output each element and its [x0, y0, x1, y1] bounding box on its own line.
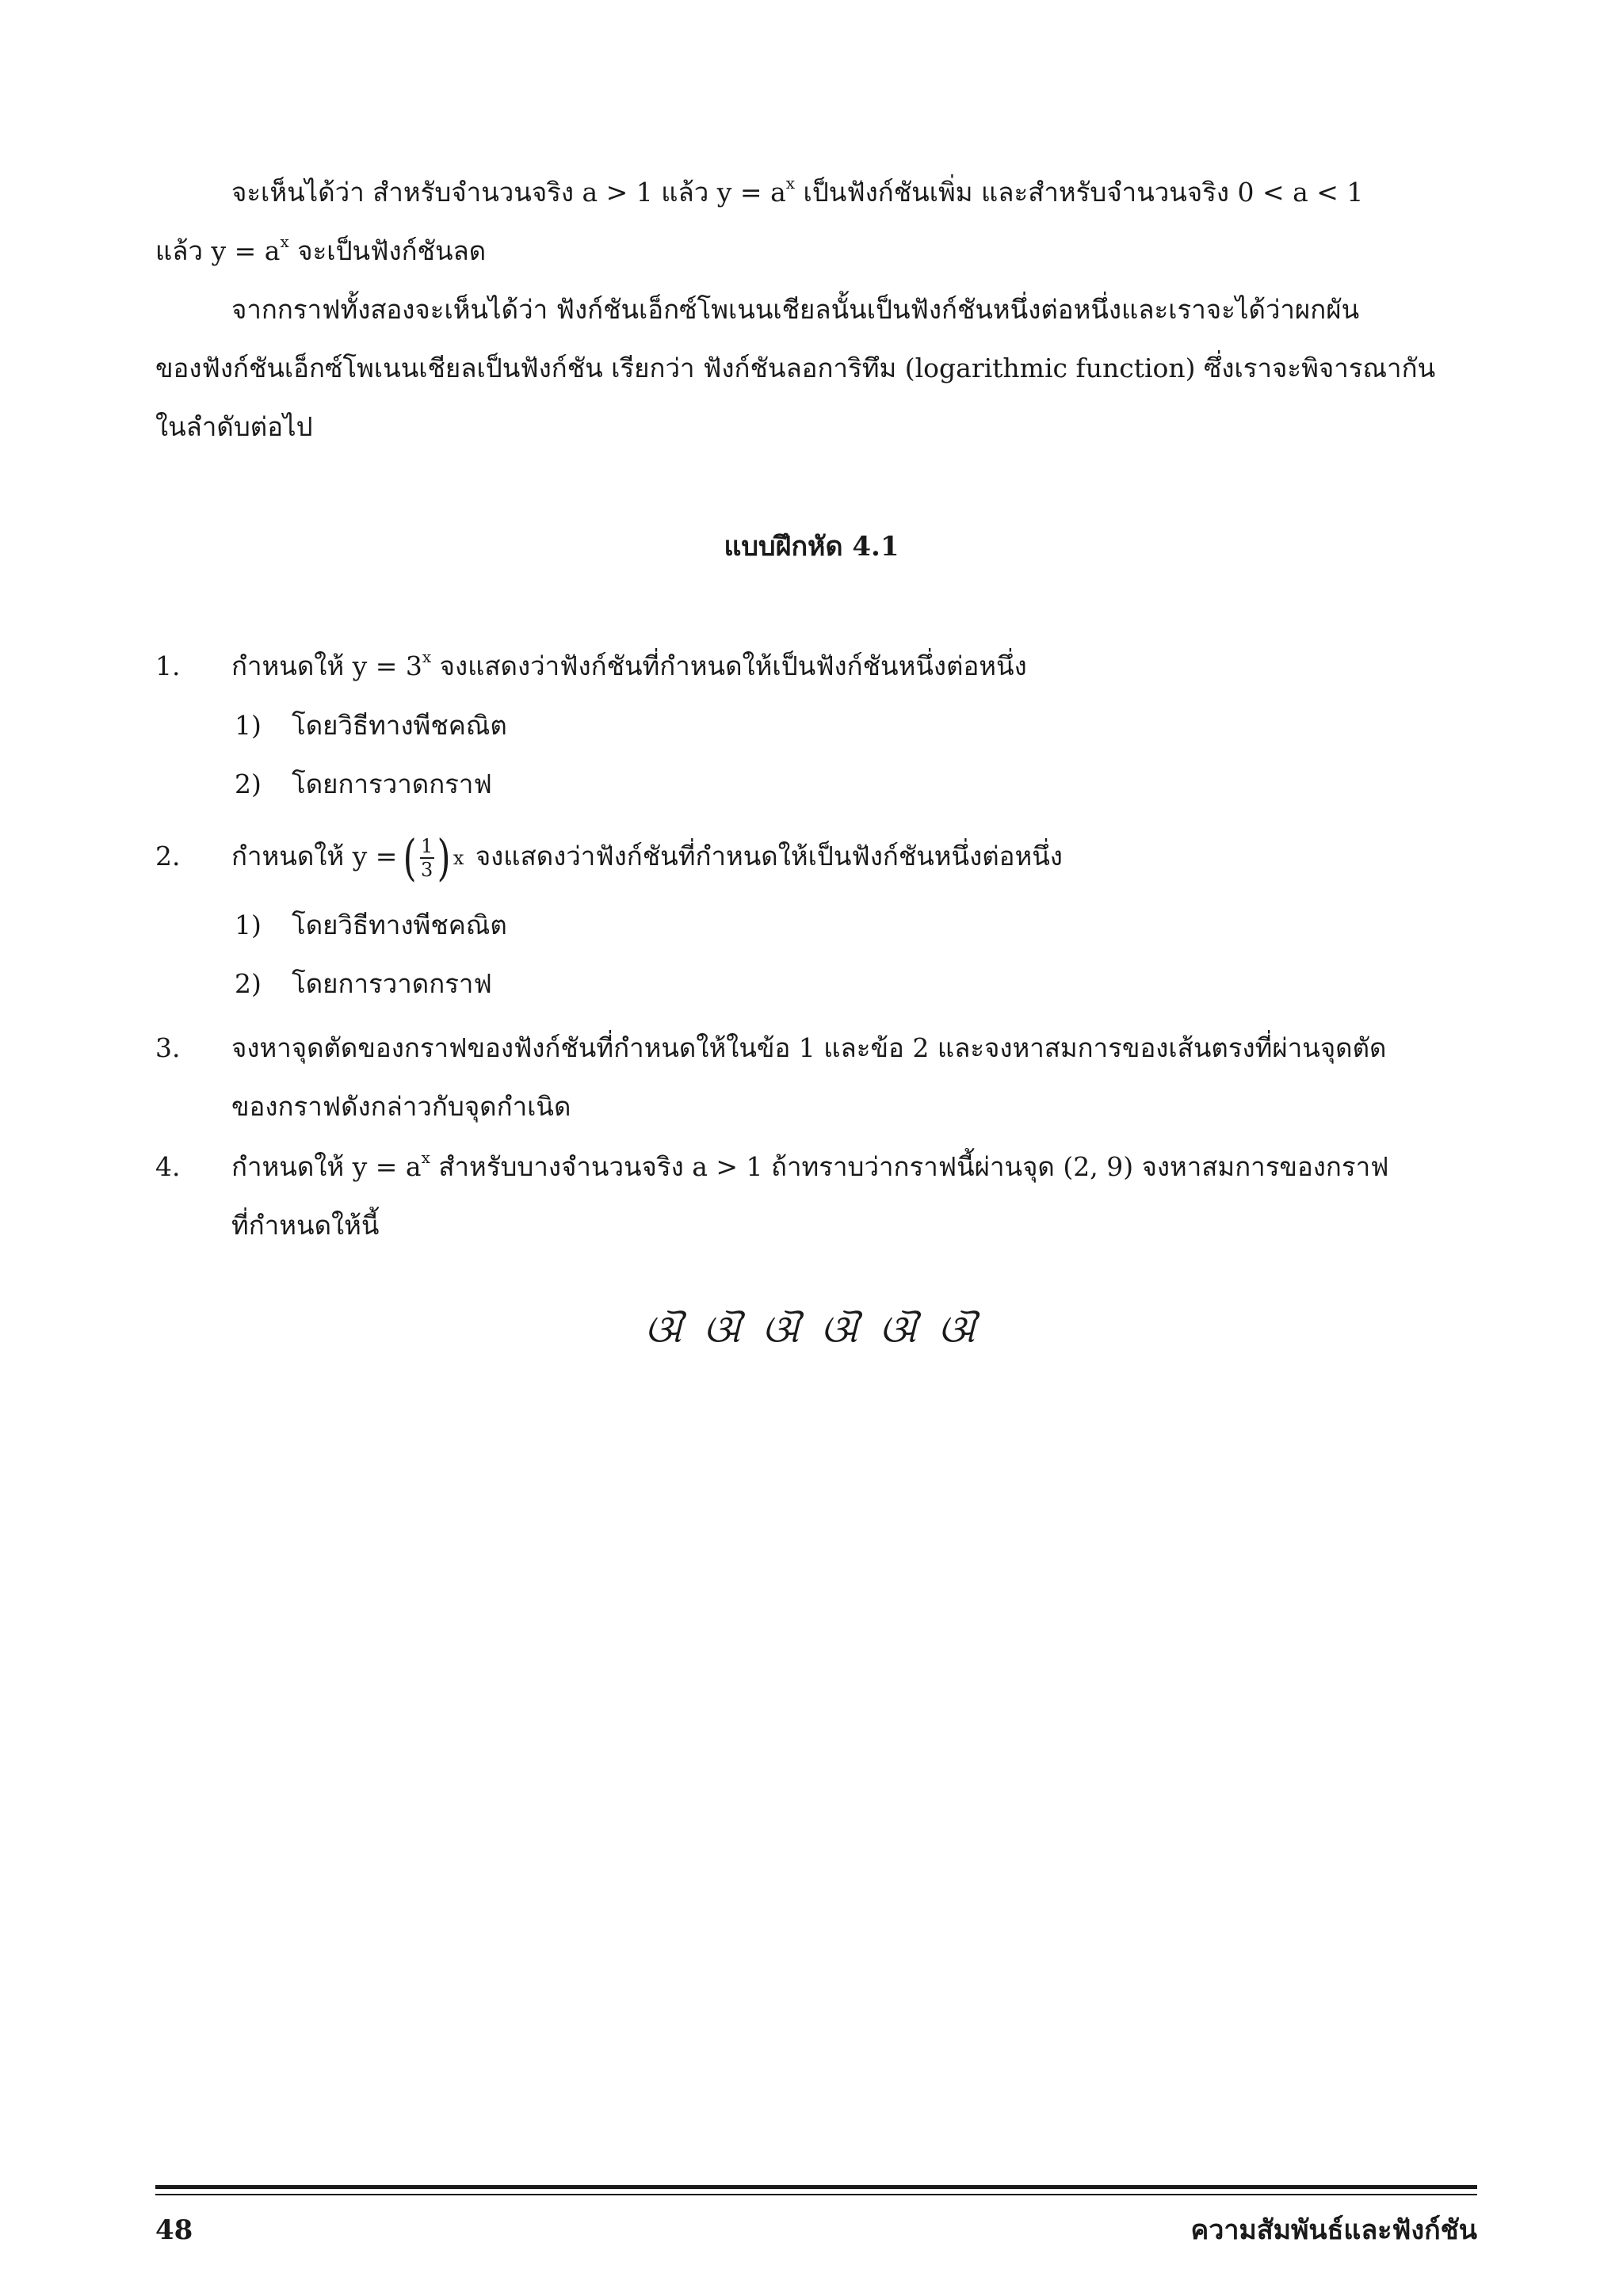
question-4-line-2: ที่กำหนดให้นี้ — [231, 1210, 380, 1241]
question-3-line-2: ของกราฟดังกล่าวกับจุดกำเนิด — [231, 1091, 571, 1122]
fraction-numerator: 1 — [420, 835, 433, 857]
question-4-text — [231, 1138, 1477, 1255]
p1-line1-text-a: จะเห็นได้ว่า สำหรับจำนวนจริง a > 1 แล้ว y = a — [231, 177, 786, 208]
question-2-sub-1-number: 1) — [235, 910, 262, 940]
page-number: 48 — [155, 2214, 193, 2246]
question-1-sub-2 — [235, 761, 492, 808]
question-2-fraction: ( $\frac{1}{3}$ ) x — [403, 829, 464, 887]
question-3-number: 3. — [155, 1032, 181, 1063]
ornament-divider — [0, 1307, 1623, 1352]
p2-line3: ในลำดับต่อไป — [155, 411, 313, 442]
question-1-number: 1. — [155, 650, 181, 681]
question-2-sub-1 — [235, 902, 507, 949]
p2-line2: ของฟังก์ชันเอ็กซ์โพเนนเชียลเป็นฟังก์ชัน เรียกว่า ฟังก์ชันลอการิทึม (logarithmic function) ซึ่งเราจะพิจารณากัน — [155, 353, 1436, 383]
footer-rule-thick — [155, 2185, 1477, 2189]
question-1-exponent: x — [422, 647, 432, 666]
ornament-glyph: ଔ — [880, 1307, 920, 1352]
question-2-sub-2-number: 2) — [235, 968, 262, 999]
ornament-glyph: ଔ — [762, 1307, 802, 1352]
exercise-heading: แบบฝึกหัด 4.1 — [724, 531, 899, 563]
fraction-denominator: 3 — [420, 859, 433, 881]
question-1-sub-1 — [235, 702, 507, 749]
paragraph-2 — [155, 280, 1474, 456]
ornament-glyph: ଔ — [703, 1307, 743, 1352]
footer-rule-thin — [155, 2194, 1477, 2195]
question-1-text-a: กำหนดให้ y = 3 — [231, 650, 422, 681]
question-4-number: 4. — [155, 1151, 181, 1182]
question-4-line-1-b: สำหรับบางจำนวนจริง a > 1 ถ้าทราบว่ากราฟนี้ผ่านจุด (2, 9) จงหาสมการของกราฟ — [430, 1151, 1389, 1182]
p1-line2-exponent: x — [280, 232, 289, 251]
ornament-glyph: ଔ — [821, 1307, 861, 1352]
ornament-glyph: ଔ — [644, 1307, 685, 1352]
question-2-sub-2-text: โดยการวาดกราฟ — [292, 968, 492, 999]
p1-line1-exponent: x — [785, 174, 796, 193]
question-4-exponent: x — [421, 1148, 430, 1167]
question-3 — [155, 1019, 1477, 1138]
question-1-text-b: จงแสดงว่าฟังก์ชันที่กำหนดให้เป็นฟังก์ชันหนึ่งต่อหนึ่ง — [431, 650, 1027, 681]
p1-line2-text-b: จะเป็นฟังก์ชันลด — [288, 235, 487, 266]
ornament-glyph: ଔ — [938, 1307, 979, 1352]
question-2-text-b: จงแสดงว่าฟังก์ชันที่กำหนดให้เป็นฟังก์ชันหนึ่งต่อหนึ่ง — [467, 841, 1063, 871]
footer-title: ความสัมพันธ์และฟังก์ชัน — [1190, 2214, 1477, 2246]
question-2-text — [231, 827, 1477, 886]
question-2-sub-2 — [235, 960, 492, 1008]
question-2-text-a: กำหนดให้ y = — [231, 841, 398, 871]
p1-line1-text-b: เป็นฟังก์ชันเพิ่ม และสำหรับจำนวนจริง 0 < a < 1 — [795, 177, 1364, 208]
question-1-sub-2-text: โดยการวาดกราฟ — [292, 769, 492, 799]
question-3-text — [231, 1019, 1477, 1136]
question-1-sub-2-number: 2) — [235, 769, 262, 799]
question-2-number: 2. — [155, 841, 181, 871]
p1-line2-text-a: แล้ว y = a — [155, 235, 281, 266]
p2-line1: จากกราฟทั้งสองจะเห็นได้ว่า ฟังก์ชันเอ็กซ์โพเนนเชียลนั้นเป็นฟังก์ชันหนึ่งต่อหนึ่งและเราจะได้ว่าผกผัน — [231, 294, 1360, 325]
question-3-line-1: จงหาจุดตัดของกราฟของฟังก์ชันที่กำหนดให้ในข้อ 1 และข้อ 2 และจงหาสมการของเส้นตรงที่ผ่านจุดตัด — [231, 1032, 1387, 1063]
paragraph-1 — [155, 163, 1474, 280]
question-1-sub-1-text: โดยวิธีทางพีชคณิต — [292, 710, 507, 741]
question-2-sub-1-text: โดยวิธีทางพีชคณิต — [292, 910, 507, 940]
question-1-sub-1-number: 1) — [235, 710, 262, 741]
question-4-line-1-a: กำหนดให้ y = a — [231, 1151, 422, 1182]
question-4 — [155, 1138, 1477, 1257]
question-1-text — [231, 637, 1477, 696]
